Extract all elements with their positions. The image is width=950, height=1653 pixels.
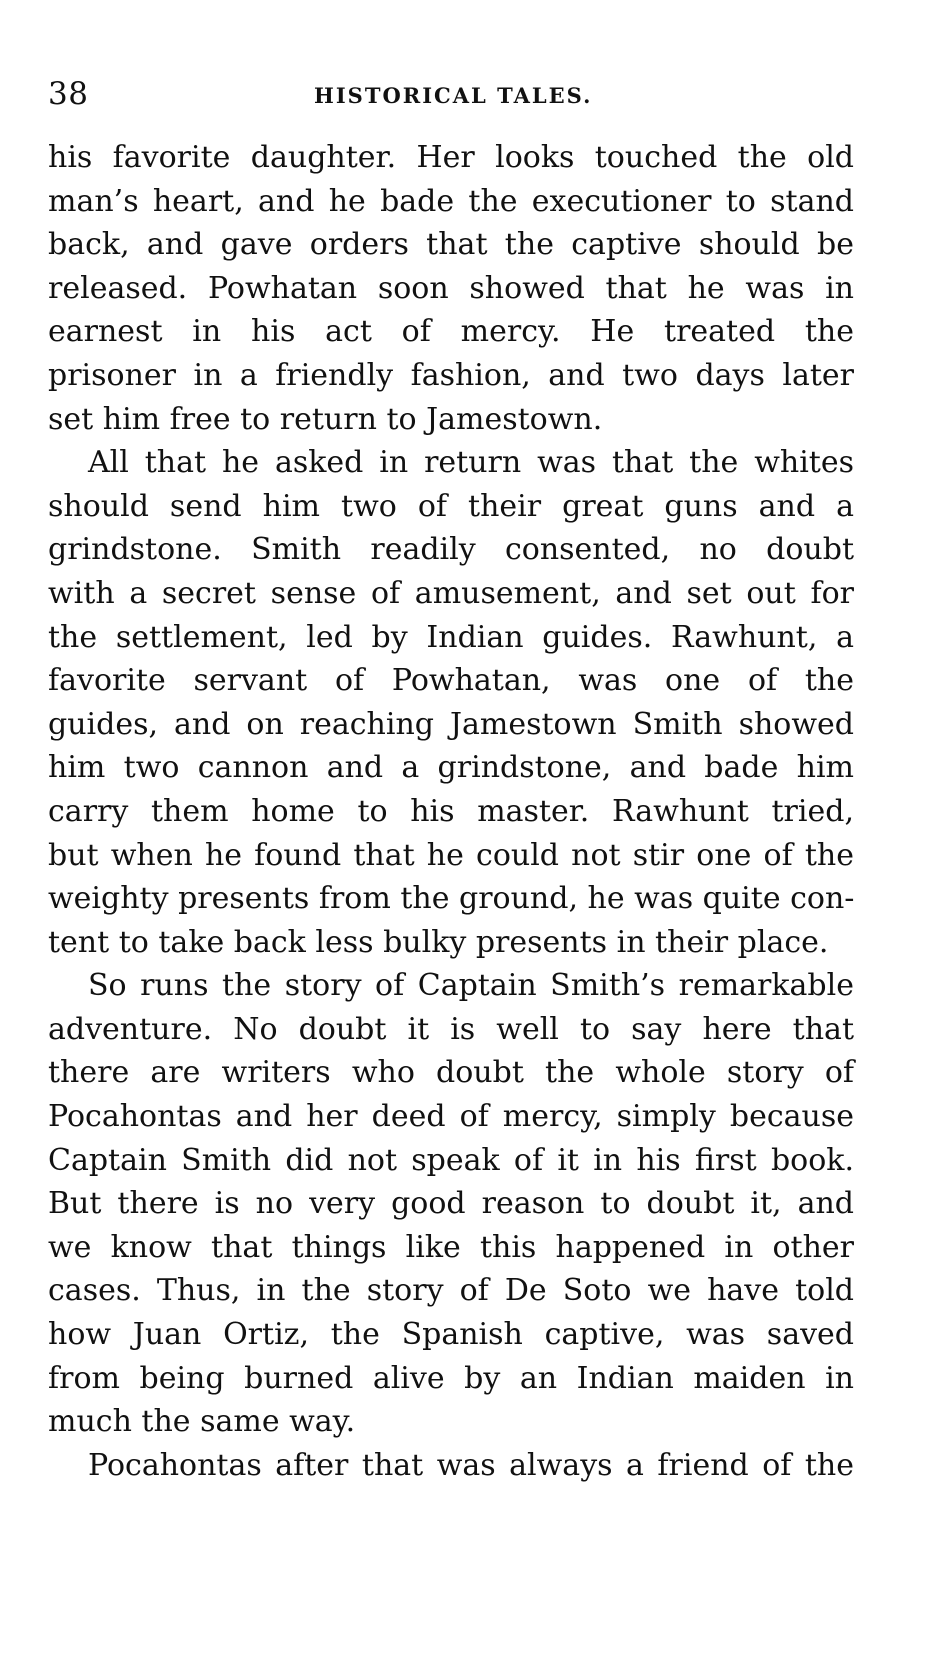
- paragraph: [48, 1444, 854, 1488]
- text-line: with a secret sense of amusement, and set out for: [48, 575, 854, 611]
- text-line: from being burned alive by an Indian maiden in: [48, 1360, 854, 1396]
- body-text: [48, 136, 854, 1487]
- text-line: adventure. No doubt it is well to say here that: [48, 1011, 854, 1047]
- text-line: earnest in his act of mercy. He treated the: [48, 314, 854, 350]
- text-line: set him free to return to Jamestown.: [48, 401, 603, 437]
- text-line: cases. Thus, in the story of De Soto we have told: [48, 1273, 854, 1309]
- text-line: his favorite daughter. Her looks touched the old: [48, 140, 854, 175]
- paragraph: [48, 964, 854, 1444]
- text-line: man’s heart, and he bade the executioner to stand: [48, 183, 854, 219]
- text-line: him two cannon and a grindstone, and bade him: [48, 750, 854, 786]
- text-line: But there is no very good reason to doubt it, and: [48, 1186, 854, 1222]
- text-line: guides, and on reaching Jamestown Smith showed: [48, 706, 854, 742]
- text-line: much the same way.: [48, 1404, 356, 1440]
- text-line: should send him two of their great guns and a: [48, 488, 854, 524]
- text-line: grindstone. Smith readily consented, no doubt: [48, 532, 854, 568]
- text-line: weighty presents from the ground, he was quite con-: [48, 881, 855, 917]
- paragraph: [48, 136, 854, 441]
- running-head: [48, 74, 854, 118]
- text-line: we know that things like this happened in other: [48, 1229, 854, 1265]
- text-line: tent to take back less bulky presents in their place.: [48, 924, 829, 960]
- text-line: back, and gave orders that the captive should be: [48, 227, 854, 263]
- text-line: Pocahontas and her deed of mercy, simply because: [48, 1099, 854, 1135]
- running-title: HISTORICAL TALES.: [314, 83, 593, 108]
- text-line: but when he found that he could not stir one of the: [48, 837, 854, 873]
- paragraph: [48, 441, 854, 964]
- text-line: Captain Smith did not speak of it in his first book.: [48, 1142, 854, 1178]
- text-line: So runs the story of Captain Smith’s remarkable: [88, 968, 854, 1004]
- text-line: carry them home to his master. Rawhunt tried,: [48, 793, 854, 829]
- text-line: released. Powhatan soon showed that he was in: [48, 270, 854, 306]
- text-line: favorite servant of Powhatan, was one of the: [48, 663, 854, 699]
- text-line: All that he asked in return was that the whites: [88, 445, 854, 481]
- text-line: there are writers who doubt the whole story of: [48, 1055, 854, 1091]
- text-line: how Juan Ortiz, the Spanish captive, was saved: [48, 1317, 854, 1353]
- text-line: the settlement, led by Indian guides. Rawhunt, a: [48, 619, 854, 655]
- page-bottom-margin: [0, 1600, 950, 1653]
- text-line: prisoner in a friendly fashion, and two days later: [48, 357, 854, 393]
- text-line: Pocahontas after that was always a friend of the: [88, 1447, 854, 1483]
- page-number: 38: [48, 76, 89, 112]
